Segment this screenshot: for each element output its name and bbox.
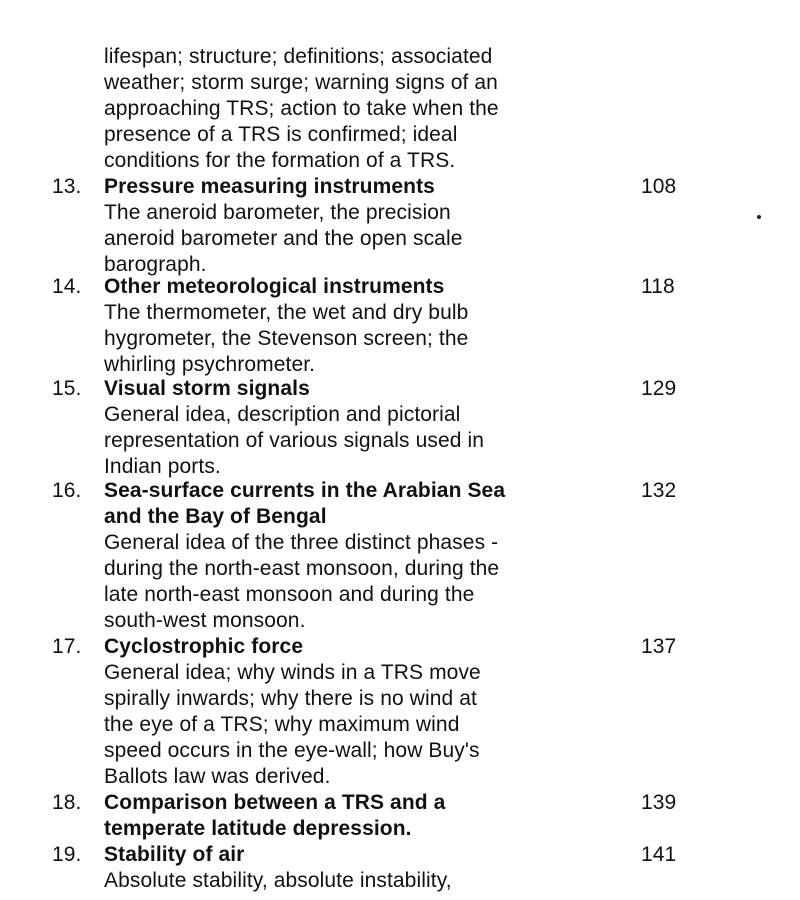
intro-line: lifespan; structure; definitions; associated [104, 45, 493, 68]
intro-line: approaching TRS; action to take when the [104, 97, 499, 120]
entry-page-number: 118 [641, 275, 675, 298]
entry-number: 14. [52, 275, 82, 298]
entry-description: The thermometer, the wet and dry bulb [104, 301, 469, 324]
entry-number: 17. [52, 635, 82, 658]
entry-title: Other meteorological instruments [104, 275, 445, 298]
scan-speck [757, 215, 761, 219]
entry-page-number: 108 [641, 175, 677, 198]
entry-description: hygrometer, the Stevenson screen; the [104, 327, 469, 350]
entry-description: the eye of a TRS; why maximum wind [104, 713, 460, 736]
entry-description: Indian ports. [104, 455, 221, 478]
intro-line: conditions for the formation of a TRS. [104, 149, 456, 172]
entry-description: spirally inwards; why there is no wind at [104, 687, 477, 710]
intro-line: weather; storm surge; warning signs of an [104, 71, 498, 94]
entry-description: Ballots law was derived. [104, 765, 331, 788]
entry-description: whirling psychrometer. [104, 353, 316, 376]
entry-description: General idea; why winds in a TRS move [104, 661, 481, 684]
entry-title: temperate latitude depression. [104, 817, 412, 840]
entry-page-number: 129 [641, 377, 677, 400]
entry-number: 19. [52, 843, 82, 866]
entry-description: late north-east monsoon and during the [104, 583, 475, 606]
entry-page-number: 132 [641, 479, 677, 502]
entry-description: The aneroid barometer, the precision [104, 201, 451, 224]
entry-title: Sea-surface currents in the Arabian Sea [104, 479, 506, 502]
entry-title: Visual storm signals [104, 377, 310, 400]
entry-description: south-west monsoon. [104, 609, 306, 632]
entry-description: General idea of the three distinct phases - [104, 531, 499, 554]
entry-description: barograph. [104, 253, 207, 276]
entry-description: Absolute stability, absolute instability, [104, 869, 452, 892]
entry-title: and the Bay of Bengal [104, 505, 327, 528]
entry-description: aneroid barometer and the open scale [104, 227, 463, 250]
entry-title: Comparison between a TRS and a [104, 791, 446, 814]
intro-line: presence of a TRS is confirmed; ideal [104, 123, 458, 146]
entry-title: Stability of air [104, 843, 245, 866]
entry-number: 15. [52, 377, 82, 400]
entry-number: 16. [52, 479, 82, 502]
entry-page-number: 141 [641, 843, 677, 866]
entry-page-number: 137 [641, 635, 677, 658]
entry-description: representation of various signals used in [104, 429, 484, 452]
entry-number: 18. [52, 791, 82, 814]
entry-description: during the north-east monsoon, during the [104, 557, 500, 580]
entry-page-number: 139 [641, 791, 677, 814]
entry-description: speed occurs in the eye-wall; how Buy's [104, 739, 480, 762]
entry-title: Cyclostrophic force [104, 635, 304, 658]
entry-title: Pressure measuring instruments [104, 175, 435, 198]
entry-description: General idea, description and pictorial [104, 403, 461, 426]
entry-number: 13. [52, 175, 82, 198]
